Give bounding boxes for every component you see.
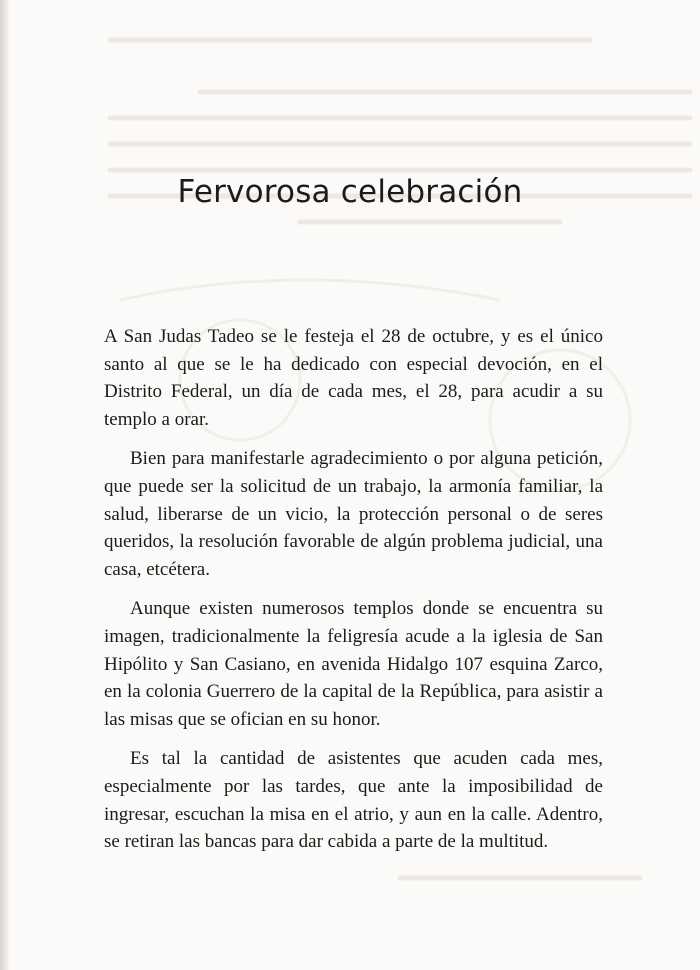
paragraph-4: Es tal la cantidad de asistentes que acuden cada mes, especialmente por las tardes, que ante la imposibilidad de ingresar, escuchan la misa en el atrio, y aun en la calle. Adentro, se retiran las bancas para dar cabida a parte de la multitud. — [104, 748, 603, 853]
chapter-body — [104, 323, 603, 868]
paragraph-3: Aunque existen numerosos templos donde se encuentra su imagen, tradicionalmente la feligresía acude a la iglesia de San Hipólito y San Casiano, en avenida Hidalgo 107 esquina Zarco, en la colonia Guerrero de la capital de la República, para asistir a las misas que se ofician en su honor. — [104, 598, 603, 730]
page-gutter-shadow — [0, 0, 10, 970]
chapter-title: Fervorosa celebración — [177, 174, 523, 210]
paragraph-1: A San Judas Tadeo se le festeja el 28 de octubre, y es el único santo al que se le ha dedicado con especial devoción, en el Distrito Federal, un día de cada mes, el 28, para acudir a su templo a orar. — [104, 326, 603, 430]
paragraph-2: Bien para manifestarle agradecimiento o por alguna petición, que puede ser la solicitud de un trabajo, la armonía familiar, la salud, liberarse de un vicio, la protección personal o de seres queridos, la resolución favorable de algún problema judicial, una casa, etcétera. — [104, 448, 603, 580]
